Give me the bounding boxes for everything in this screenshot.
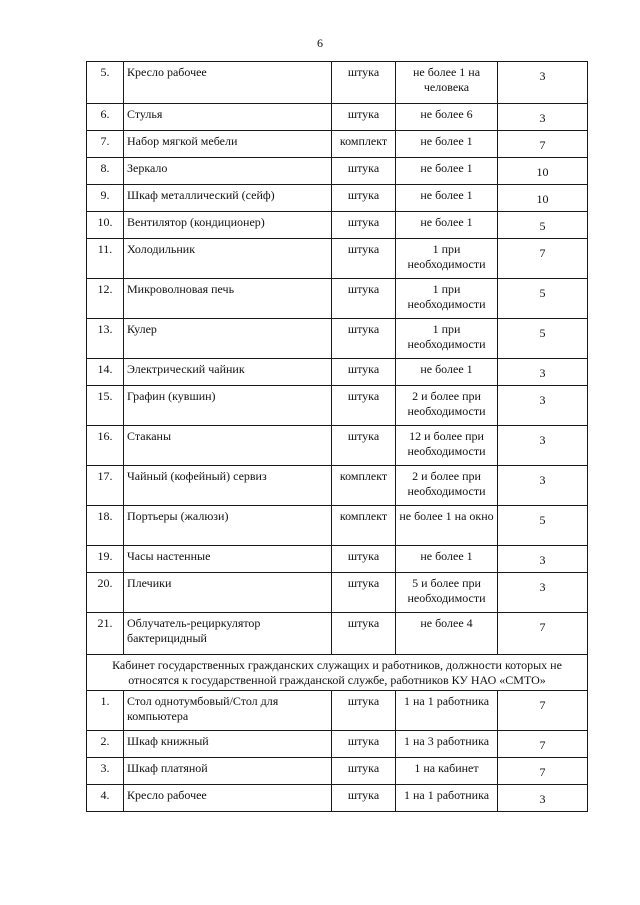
row-number: 20. (87, 573, 124, 613)
service-life-years (498, 466, 588, 506)
table-row (87, 359, 588, 386)
table-row (87, 426, 588, 466)
row-number: 13. (87, 319, 124, 359)
row-number: 19. (87, 546, 124, 573)
table-body-main (87, 62, 588, 655)
table-row (87, 785, 588, 812)
service-life-value: 3 (539, 111, 546, 125)
quantity-norm: 1 на 1 работника (396, 785, 498, 812)
service-life-value: 7 (539, 620, 546, 634)
quantity-norm: 1 при необходимости (396, 279, 498, 319)
unit-of-measure: штука (332, 613, 396, 655)
table-row (87, 731, 588, 758)
table-row (87, 319, 588, 359)
table-row (87, 466, 588, 506)
service-life-years (498, 131, 588, 158)
service-life-value: 3 (539, 792, 546, 806)
service-life-years (498, 613, 588, 655)
service-life-years (498, 185, 588, 212)
table-row (87, 506, 588, 546)
row-number: 9. (87, 185, 124, 212)
row-number: 5. (87, 62, 124, 104)
quantity-norm: 1 при необходимости (396, 319, 498, 359)
item-name: Набор мягкой мебели (124, 131, 332, 158)
item-name: Кресло рабочее (124, 785, 332, 812)
row-number: 15. (87, 386, 124, 426)
unit-of-measure: штука (332, 359, 396, 386)
item-name: Шкаф платяной (124, 758, 332, 785)
unit-of-measure: штука (332, 62, 396, 104)
quantity-norm: 1 при необходимости (396, 239, 498, 279)
table-row (87, 691, 588, 731)
unit-of-measure: штука (332, 386, 396, 426)
service-life-years (498, 546, 588, 573)
quantity-norm: не более 1 на окно (396, 506, 498, 546)
table-row (87, 573, 588, 613)
item-name: Чайный (кофейный) сервиз (124, 466, 332, 506)
item-name: Зеркало (124, 158, 332, 185)
service-life-years (498, 279, 588, 319)
row-number: 16. (87, 426, 124, 466)
row-number: 7. (87, 131, 124, 158)
service-life-years (498, 62, 588, 104)
item-name: Графин (кувшин) (124, 386, 332, 426)
table-row (87, 239, 588, 279)
service-life-years (498, 212, 588, 239)
service-life-value: 10 (536, 192, 549, 206)
service-life-value: 5 (539, 219, 546, 233)
table-row (87, 158, 588, 185)
table-row (87, 131, 588, 158)
quantity-norm: не более 6 (396, 104, 498, 131)
unit-of-measure: штука (332, 185, 396, 212)
row-number: 17. (87, 466, 124, 506)
service-life-value: 5 (539, 286, 546, 300)
service-life-years (498, 359, 588, 386)
service-life-value: 7 (539, 738, 546, 752)
service-life-years (498, 386, 588, 426)
quantity-norm: 1 на 3 работника (396, 731, 498, 758)
service-life-years (498, 104, 588, 131)
quantity-norm: не более 1 на человека (396, 62, 498, 104)
service-life-value: 3 (539, 580, 546, 594)
unit-of-measure: штука (332, 731, 396, 758)
service-life-years (498, 158, 588, 185)
item-name: Электрический чайник (124, 359, 332, 386)
table-row (87, 279, 588, 319)
unit-of-measure: штука (332, 239, 396, 279)
row-number: 2. (87, 731, 124, 758)
service-life-value: 3 (539, 393, 546, 407)
unit-of-measure: штука (332, 279, 396, 319)
item-name: Кресло рабочее (124, 62, 332, 104)
table-row (87, 546, 588, 573)
unit-of-measure: штука (332, 573, 396, 613)
quantity-norm: 1 на 1 работника (396, 691, 498, 731)
service-life-value: 7 (539, 698, 546, 712)
table-section (87, 655, 588, 691)
table-row (87, 62, 588, 104)
unit-of-measure: штука (332, 212, 396, 239)
service-life-years (498, 426, 588, 466)
quantity-norm: не более 1 (396, 212, 498, 239)
unit-of-measure: штука (332, 758, 396, 785)
service-life-value: 7 (539, 138, 546, 152)
service-life-value: 7 (539, 765, 546, 779)
page-number: 6 (317, 36, 323, 50)
item-name: Стаканы (124, 426, 332, 466)
unit-of-measure: штука (332, 158, 396, 185)
quantity-norm: не более 1 (396, 158, 498, 185)
unit-of-measure: штука (332, 691, 396, 731)
unit-of-measure: штука (332, 546, 396, 573)
quantity-norm: 12 и более при необходимости (396, 426, 498, 466)
row-number: 14. (87, 359, 124, 386)
table-row (87, 185, 588, 212)
service-life-value: 7 (539, 246, 546, 260)
item-name: Облучатель-рециркулятор бактерицидный (124, 613, 332, 655)
item-name: Стулья (124, 104, 332, 131)
service-life-value: 3 (539, 69, 546, 83)
service-life-years (498, 239, 588, 279)
table-row (87, 104, 588, 131)
item-name: Плечики (124, 573, 332, 613)
table-row (87, 212, 588, 239)
service-life-value: 3 (539, 473, 546, 487)
quantity-norm: 2 и более при необходимости (396, 386, 498, 426)
service-life-value: 3 (539, 433, 546, 447)
unit-of-measure: штука (332, 319, 396, 359)
unit-of-measure: штука (332, 426, 396, 466)
furniture-norms-table (86, 61, 588, 812)
unit-of-measure: комплект (332, 466, 396, 506)
row-number: 4. (87, 785, 124, 812)
row-number: 1. (87, 691, 124, 731)
service-life-years (498, 506, 588, 546)
row-number: 6. (87, 104, 124, 131)
section-row (87, 655, 588, 691)
quantity-norm: не более 1 (396, 185, 498, 212)
row-number: 21. (87, 613, 124, 655)
row-number: 10. (87, 212, 124, 239)
item-name: Микроволновая печь (124, 279, 332, 319)
quantity-norm: 5 и более при необходимости (396, 573, 498, 613)
quantity-norm: 1 на кабинет (396, 758, 498, 785)
row-number: 12. (87, 279, 124, 319)
table-row (87, 613, 588, 655)
service-life-years (498, 758, 588, 785)
service-life-years (498, 785, 588, 812)
service-life-value: 3 (539, 553, 546, 567)
table-row (87, 386, 588, 426)
service-life-years (498, 319, 588, 359)
unit-of-measure: штука (332, 104, 396, 131)
item-name: Шкаф книжный (124, 731, 332, 758)
quantity-norm: не более 4 (396, 613, 498, 655)
row-number: 8. (87, 158, 124, 185)
item-name: Вентилятор (кондиционер) (124, 212, 332, 239)
service-life-value: 10 (536, 165, 549, 179)
row-number: 18. (87, 506, 124, 546)
row-number: 3. (87, 758, 124, 785)
item-name: Часы настенные (124, 546, 332, 573)
item-name: Портьеры (жалюзи) (124, 506, 332, 546)
service-life-value: 5 (539, 513, 546, 527)
unit-of-measure: штука (332, 785, 396, 812)
table-row (87, 758, 588, 785)
item-name: Стол однотумбовый/Стол для компьютера (124, 691, 332, 731)
item-name: Холодильник (124, 239, 332, 279)
table-body-office (87, 691, 588, 812)
item-name: Кулер (124, 319, 332, 359)
section-title: Кабинет государственных гражданских служащих и работников, должности которых не относятся к государственной гражданской службе, работников КУ НАО «СМТО» (87, 655, 588, 691)
service-life-years (498, 731, 588, 758)
unit-of-measure: комплект (332, 131, 396, 158)
quantity-norm: не более 1 (396, 546, 498, 573)
item-name: Шкаф металлический (сейф) (124, 185, 332, 212)
quantity-norm: не более 1 (396, 359, 498, 386)
quantity-norm: 2 и более при необходимости (396, 466, 498, 506)
quantity-norm: не более 1 (396, 131, 498, 158)
service-life-years (498, 573, 588, 613)
row-number: 11. (87, 239, 124, 279)
service-life-value: 3 (539, 366, 546, 380)
unit-of-measure: комплект (332, 506, 396, 546)
service-life-years (498, 691, 588, 731)
service-life-value: 5 (539, 326, 546, 340)
